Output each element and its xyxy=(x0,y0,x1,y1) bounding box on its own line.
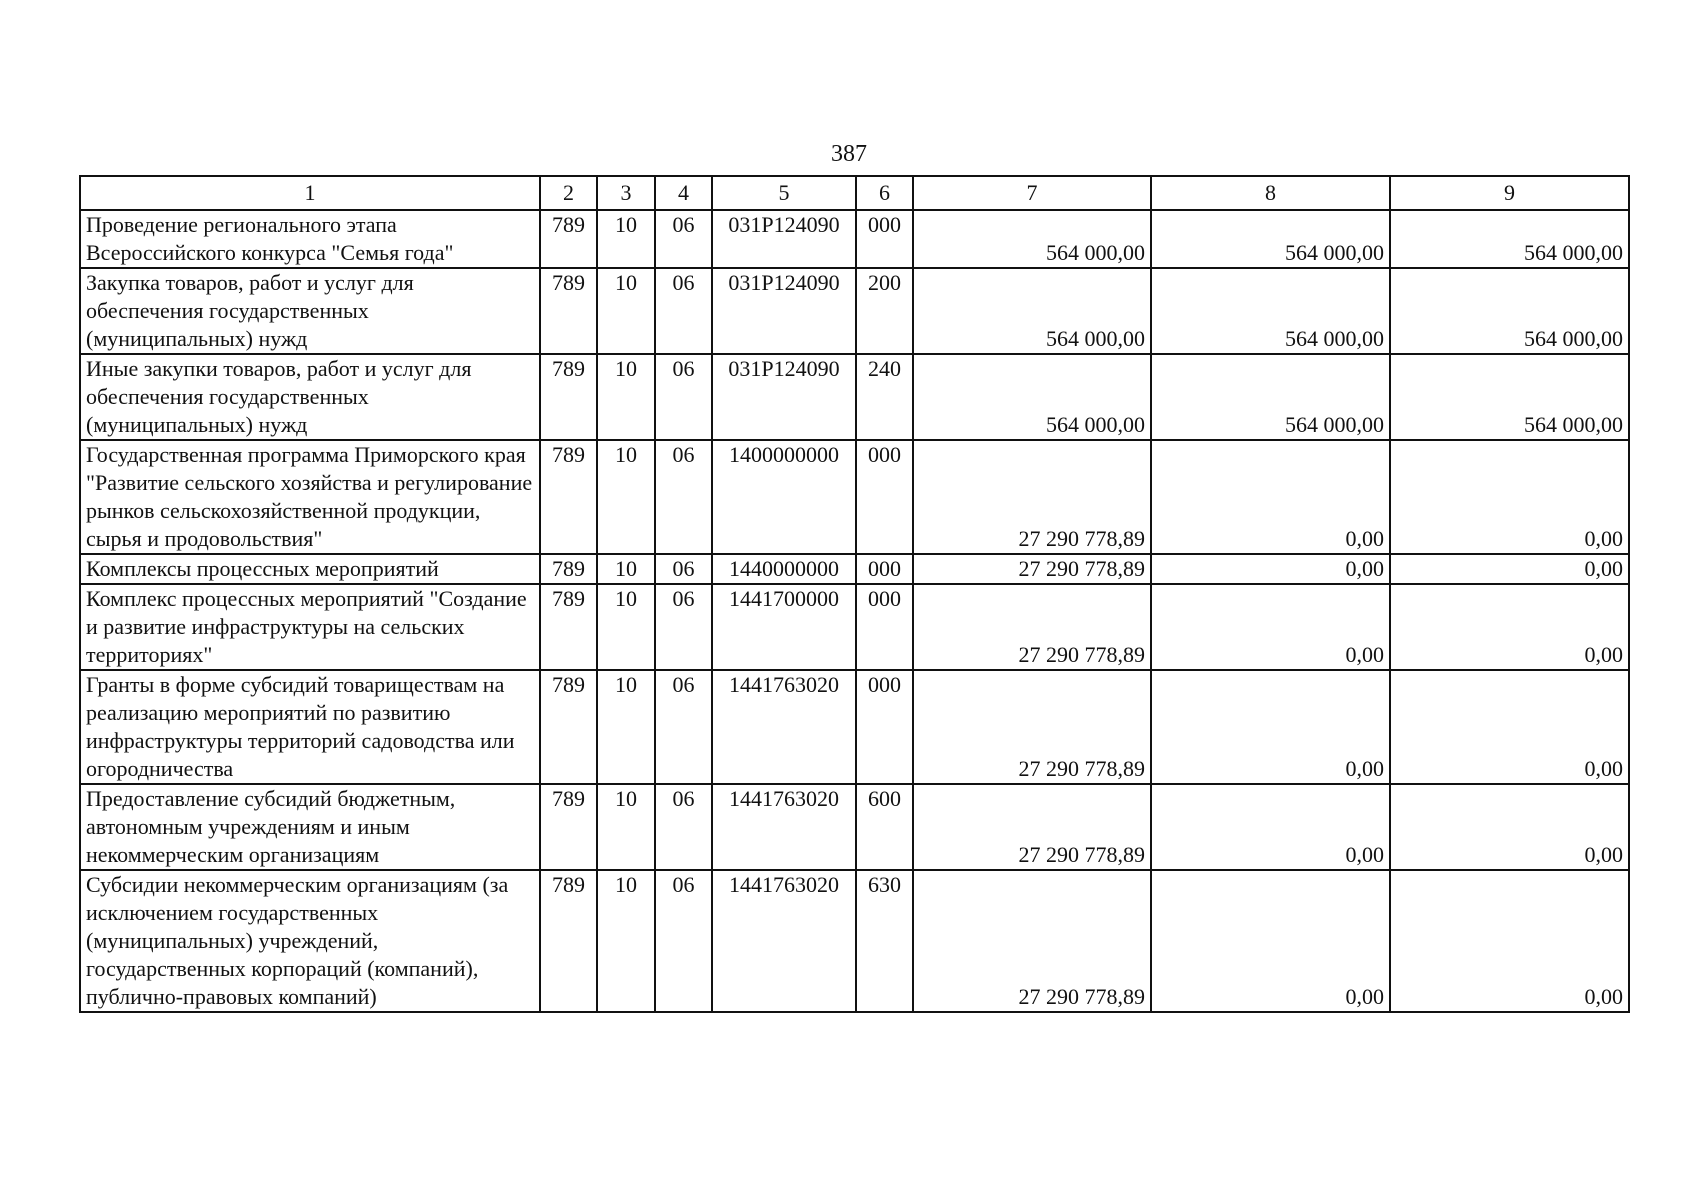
table-row xyxy=(80,354,1629,440)
amount-cell-col9: 0,00 xyxy=(1390,870,1629,1012)
section-code-cell: 10 xyxy=(597,268,655,354)
amount-cell-col7: 27 290 778,89 xyxy=(913,584,1151,670)
table-row xyxy=(80,870,1629,1012)
table-row xyxy=(80,440,1629,554)
expense-type-cell: 000 xyxy=(856,670,913,784)
amount-cell-col9: 564 000,00 xyxy=(1390,210,1629,268)
amount-cell-col7: 564 000,00 xyxy=(913,268,1151,354)
table-row xyxy=(80,210,1629,268)
ministry-code-cell: 789 xyxy=(540,210,597,268)
target-article-cell: 031P124090 xyxy=(712,268,856,354)
amount-cell-col7: 564 000,00 xyxy=(913,354,1151,440)
subsection-code-cell: 06 xyxy=(655,354,712,440)
ministry-code-cell: 789 xyxy=(540,584,597,670)
item-name-cell: Гранты в форме субсидий товариществам на реализацию мероприятий по развитию инфраструктуры территорий садоводства или огородничества xyxy=(80,670,540,784)
subsection-code-cell: 06 xyxy=(655,670,712,784)
item-name-cell: Комплексы процессных мероприятий xyxy=(80,554,540,584)
ministry-code-cell: 789 xyxy=(540,268,597,354)
ministry-code-cell: 789 xyxy=(540,784,597,870)
expense-type-cell: 200 xyxy=(856,268,913,354)
expense-type-cell: 000 xyxy=(856,584,913,670)
amount-cell-col8: 564 000,00 xyxy=(1151,268,1390,354)
amount-cell-col9: 0,00 xyxy=(1390,670,1629,784)
amount-cell-col9: 0,00 xyxy=(1390,584,1629,670)
expense-type-cell: 000 xyxy=(856,210,913,268)
amount-cell-col9: 0,00 xyxy=(1390,440,1629,554)
table-row xyxy=(80,554,1629,584)
subsection-code-cell: 06 xyxy=(655,554,712,584)
page-number: 387 xyxy=(831,141,867,167)
column-header: 1 xyxy=(80,176,540,210)
amount-cell-col8: 0,00 xyxy=(1151,670,1390,784)
target-article-cell: 1441763020 xyxy=(712,784,856,870)
target-article-cell: 1441763020 xyxy=(712,670,856,784)
ministry-code-cell: 789 xyxy=(540,554,597,584)
item-name-cell: Проведение регионального этапа Всероссийского конкурса "Семья года" xyxy=(80,210,540,268)
amount-cell-col8: 0,00 xyxy=(1151,440,1390,554)
table-header-row xyxy=(80,176,1629,210)
column-header: 9 xyxy=(1390,176,1629,210)
ministry-code-cell: 789 xyxy=(540,870,597,1012)
section-code-cell: 10 xyxy=(597,870,655,1012)
ministry-code-cell: 789 xyxy=(540,354,597,440)
column-header: 3 xyxy=(597,176,655,210)
table-row xyxy=(80,584,1629,670)
expense-type-cell: 000 xyxy=(856,554,913,584)
amount-cell-col7: 27 290 778,89 xyxy=(913,440,1151,554)
section-code-cell: 10 xyxy=(597,554,655,584)
subsection-code-cell: 06 xyxy=(655,268,712,354)
subsection-code-cell: 06 xyxy=(655,870,712,1012)
subsection-code-cell: 06 xyxy=(655,584,712,670)
amount-cell-col9: 0,00 xyxy=(1390,784,1629,870)
target-article-cell: 031P124090 xyxy=(712,210,856,268)
table-row xyxy=(80,784,1629,870)
section-code-cell: 10 xyxy=(597,584,655,670)
amount-cell-col8: 564 000,00 xyxy=(1151,210,1390,268)
amount-cell-col8: 0,00 xyxy=(1151,784,1390,870)
table-row xyxy=(80,670,1629,784)
amount-cell-col7: 27 290 778,89 xyxy=(913,670,1151,784)
subsection-code-cell: 06 xyxy=(655,440,712,554)
amount-cell-col9: 0,00 xyxy=(1390,554,1629,584)
amount-cell-col7: 27 290 778,89 xyxy=(913,554,1151,584)
ministry-code-cell: 789 xyxy=(540,440,597,554)
target-article-cell: 1400000000 xyxy=(712,440,856,554)
section-code-cell: 10 xyxy=(597,440,655,554)
ministry-code-cell: 789 xyxy=(540,670,597,784)
amount-cell-col7: 27 290 778,89 xyxy=(913,784,1151,870)
item-name-cell: Государственная программа Приморского края "Развитие сельского хозяйства и регулирование рынков сельскохозяйственной продукции, сырья и продовольствия" xyxy=(80,440,540,554)
amount-cell-col7: 27 290 778,89 xyxy=(913,870,1151,1012)
target-article-cell: 031P124090 xyxy=(712,354,856,440)
item-name-cell: Комплекс процессных мероприятий "Создание и развитие инфраструктуры на сельских территориях" xyxy=(80,584,540,670)
amount-cell-col8: 0,00 xyxy=(1151,554,1390,584)
column-header: 2 xyxy=(540,176,597,210)
item-name-cell: Закупка товаров, работ и услуг для обеспечения государственных (муниципальных) нужд xyxy=(80,268,540,354)
item-name-cell: Предоставление субсидий бюджетным, автономным учреждениям и иным некоммерческим организациям xyxy=(80,784,540,870)
subsection-code-cell: 06 xyxy=(655,784,712,870)
table-row xyxy=(80,268,1629,354)
expense-type-cell: 000 xyxy=(856,440,913,554)
expense-type-cell: 630 xyxy=(856,870,913,1012)
target-article-cell: 1441763020 xyxy=(712,870,856,1012)
subsection-code-cell: 06 xyxy=(655,210,712,268)
section-code-cell: 10 xyxy=(597,670,655,784)
amount-cell-col9: 564 000,00 xyxy=(1390,268,1629,354)
column-header: 6 xyxy=(856,176,913,210)
target-article-cell: 1441700000 xyxy=(712,584,856,670)
amount-cell-col7: 564 000,00 xyxy=(913,210,1151,268)
amount-cell-col8: 0,00 xyxy=(1151,870,1390,1012)
column-header: 8 xyxy=(1151,176,1390,210)
amount-cell-col8: 564 000,00 xyxy=(1151,354,1390,440)
item-name-cell: Субсидии некоммерческим организациям (за исключением государственных (муниципальных) учреждений, государственных корпораций (компаний), публично-правовых компаний) xyxy=(80,870,540,1012)
amount-cell-col9: 564 000,00 xyxy=(1390,354,1629,440)
column-header: 4 xyxy=(655,176,712,210)
item-name-cell: Иные закупки товаров, работ и услуг для обеспечения государственных (муниципальных) нужд xyxy=(80,354,540,440)
expense-type-cell: 240 xyxy=(856,354,913,440)
budget-table xyxy=(79,175,1630,1013)
target-article-cell: 1440000000 xyxy=(712,554,856,584)
amount-cell-col8: 0,00 xyxy=(1151,584,1390,670)
section-code-cell: 10 xyxy=(597,210,655,268)
column-header: 7 xyxy=(913,176,1151,210)
section-code-cell: 10 xyxy=(597,354,655,440)
section-code-cell: 10 xyxy=(597,784,655,870)
column-header: 5 xyxy=(712,176,856,210)
expense-type-cell: 600 xyxy=(856,784,913,870)
